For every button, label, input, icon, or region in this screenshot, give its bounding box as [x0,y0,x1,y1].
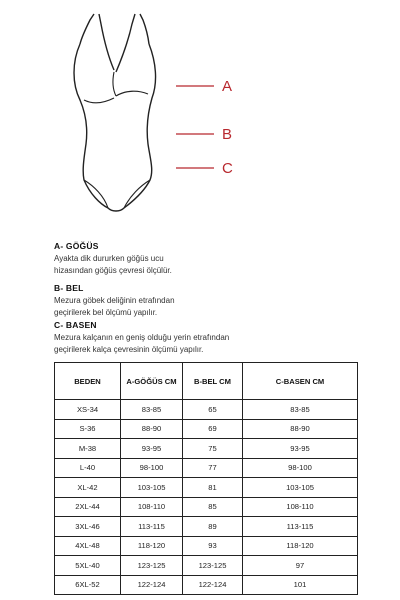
table-row [55,556,358,576]
measurement-section-chest [54,241,354,276]
table-row [55,536,358,556]
cell-hip: 108-110 [243,497,358,517]
cell-size: XL-42 [55,478,121,498]
cell-waist: 85 [183,497,243,517]
table-row [55,400,358,420]
cell-size: M-38 [55,439,121,459]
cell-size: XS-34 [55,400,121,420]
cell-hip: 98-100 [243,458,358,478]
cell-chest: 103-105 [121,478,183,498]
left-strap [80,14,94,44]
table-row [55,439,358,459]
cell-size: 6XL-52 [55,575,121,595]
cell-chest: 83-85 [121,400,183,420]
cell-chest: 123-125 [121,556,183,576]
cell-waist: 81 [183,478,243,498]
cell-size: L-40 [55,458,121,478]
cell-waist: 93 [183,536,243,556]
header-waist: B-BEL CM [183,363,243,400]
cell-hip: 88-90 [243,419,358,439]
cell-size: 2XL-44 [55,497,121,517]
section-heading: B- BEL [54,283,84,293]
header-size: BEDEN [55,363,121,400]
left-leg-opening [84,180,108,208]
cell-hip: 113-115 [243,517,358,537]
right-cup-line [116,91,148,96]
cell-waist: 77 [183,458,243,478]
cell-chest: 93-95 [121,439,183,459]
cell-chest: 88-90 [121,419,183,439]
size-chart-table [54,362,358,595]
cell-chest: 113-115 [121,517,183,537]
right-strap-inner [116,14,135,72]
measurement-section-hip [54,320,354,355]
marker-b-label: B [222,126,233,143]
right-strap [140,14,149,44]
cell-chest: 98-100 [121,458,183,478]
table-row [55,419,358,439]
cell-hip: 83-85 [243,400,358,420]
cell-size: S-36 [55,419,121,439]
cell-waist: 75 [183,439,243,459]
cell-size: 4XL-48 [55,536,121,556]
cell-size: 5XL-40 [55,556,121,576]
description-line: geçirilerek kalça çevresinin ölçümü yapılır. [54,344,204,354]
left-cup-line [84,98,114,103]
table-row [55,497,358,517]
cell-chest: 122-124 [121,575,183,595]
section-heading: C- BASEN [54,320,97,330]
center-seam [113,72,116,96]
section-heading: A- GÖĞÜS [54,241,99,251]
section-description [54,253,354,276]
cell-waist: 122-124 [183,575,243,595]
table-row [55,575,358,595]
cell-hip: 101 [243,575,358,595]
description-line: hizasından göğüs çevresi ölçülür. [54,265,172,275]
cell-hip: 97 [243,556,358,576]
left-strap-inner [99,14,114,70]
right-leg-opening [124,180,150,208]
section-description [54,295,354,318]
cell-hip: 118-120 [243,536,358,556]
table-row [55,517,358,537]
cell-waist: 123-125 [183,556,243,576]
description-line: Mezura kalçanın en geniş olduğu yerin etrafından [54,333,230,342]
cell-chest: 118-120 [121,536,183,556]
swimsuit-drawing [0,0,400,230]
table-row [55,458,358,478]
header-chest: A-GÖĞÜS CM [121,363,183,400]
cell-chest: 108-110 [121,497,183,517]
cell-waist: 69 [183,419,243,439]
cell-hip: 103-105 [243,478,358,498]
cell-size: 3XL-46 [55,517,121,537]
cell-waist: 65 [183,400,243,420]
description-line: Mezura göbek deliğinin etrafından [54,296,175,305]
description-line: Ayakta dik dururken göğüs ucu [54,254,164,263]
marker-a-label: A [222,78,233,95]
table-header-row [55,363,358,400]
swimsuit-illustration [0,0,400,230]
marker-c-label: C [222,160,233,177]
cell-waist: 89 [183,517,243,537]
header-hip: C-BASEN CM [243,363,358,400]
table-row [55,478,358,498]
description-line: geçirilerek bel ölçümü yapılır. [54,307,158,317]
section-description [54,332,354,355]
measurement-section-waist [54,283,354,318]
cell-hip: 93-95 [243,439,358,459]
swimsuit-body-outline [74,44,156,211]
